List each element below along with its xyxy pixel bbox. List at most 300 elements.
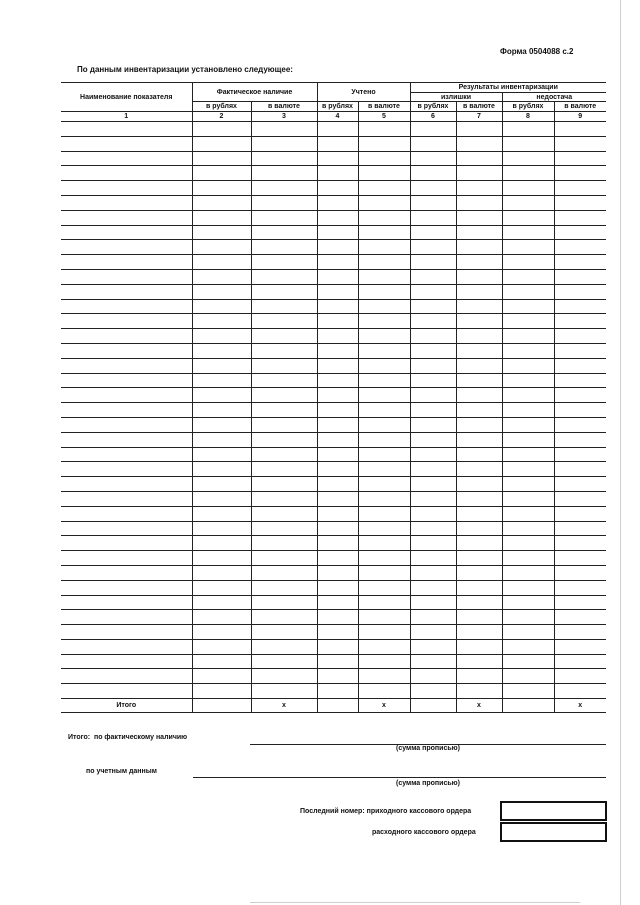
table-cell[interactable] <box>502 166 554 181</box>
table-cell[interactable] <box>61 462 192 477</box>
table-cell[interactable] <box>502 210 554 225</box>
table-cell[interactable] <box>61 329 192 344</box>
table-cell[interactable] <box>456 343 502 358</box>
table-cell[interactable] <box>358 166 410 181</box>
table-cell[interactable] <box>317 136 358 151</box>
table-cell[interactable] <box>456 536 502 551</box>
table-cell[interactable] <box>358 210 410 225</box>
table-cell[interactable] <box>502 521 554 536</box>
table-cell[interactable] <box>456 654 502 669</box>
table-cell[interactable] <box>554 225 606 240</box>
table-cell[interactable] <box>192 388 251 403</box>
table-cell[interactable] <box>456 373 502 388</box>
table-cell[interactable] <box>251 610 317 625</box>
income-order-number-box[interactable] <box>500 801 607 821</box>
table-cell[interactable] <box>456 521 502 536</box>
table-cell[interactable] <box>317 181 358 196</box>
table-cell[interactable] <box>358 595 410 610</box>
table-cell[interactable] <box>502 684 554 699</box>
table-cell[interactable] <box>251 210 317 225</box>
table-cell[interactable] <box>554 639 606 654</box>
table-cell[interactable] <box>251 580 317 595</box>
table-cell[interactable] <box>554 447 606 462</box>
table-cell[interactable] <box>410 521 456 536</box>
table-cell[interactable] <box>358 639 410 654</box>
table-cell[interactable] <box>410 255 456 270</box>
table-cell[interactable] <box>317 536 358 551</box>
table-cell[interactable] <box>192 343 251 358</box>
table-cell[interactable] <box>192 506 251 521</box>
table-cell[interactable] <box>358 684 410 699</box>
table-cell[interactable] <box>251 240 317 255</box>
table-cell[interactable] <box>251 654 317 669</box>
total-cell[interactable]: x <box>456 699 502 713</box>
table-cell[interactable] <box>61 210 192 225</box>
table-cell[interactable] <box>456 610 502 625</box>
total-cell[interactable] <box>410 699 456 713</box>
table-cell[interactable] <box>358 521 410 536</box>
table-cell[interactable] <box>456 595 502 610</box>
table-cell[interactable] <box>61 565 192 580</box>
table-cell[interactable] <box>502 284 554 299</box>
table-cell[interactable] <box>61 314 192 329</box>
table-cell[interactable] <box>358 358 410 373</box>
table-cell[interactable] <box>502 358 554 373</box>
total-cell[interactable]: x <box>358 699 410 713</box>
table-cell[interactable] <box>61 639 192 654</box>
total-cell[interactable] <box>317 699 358 713</box>
table-cell[interactable] <box>410 506 456 521</box>
table-cell[interactable] <box>410 639 456 654</box>
table-cell[interactable] <box>358 122 410 137</box>
table-cell[interactable] <box>317 166 358 181</box>
table-cell[interactable] <box>317 343 358 358</box>
table-cell[interactable] <box>502 343 554 358</box>
table-cell[interactable] <box>192 269 251 284</box>
table-cell[interactable] <box>317 151 358 166</box>
table-cell[interactable] <box>192 417 251 432</box>
table-cell[interactable] <box>61 388 192 403</box>
table-cell[interactable] <box>192 491 251 506</box>
table-cell[interactable] <box>554 625 606 640</box>
table-cell[interactable] <box>192 225 251 240</box>
table-cell[interactable] <box>192 181 251 196</box>
table-cell[interactable] <box>502 417 554 432</box>
table-cell[interactable] <box>317 122 358 137</box>
table-cell[interactable] <box>61 299 192 314</box>
table-cell[interactable] <box>192 654 251 669</box>
table-cell[interactable] <box>358 625 410 640</box>
table-cell[interactable] <box>61 625 192 640</box>
table-cell[interactable] <box>317 195 358 210</box>
table-cell[interactable] <box>61 284 192 299</box>
table-cell[interactable] <box>251 595 317 610</box>
table-cell[interactable] <box>317 447 358 462</box>
table-cell[interactable] <box>317 388 358 403</box>
table-cell[interactable] <box>554 210 606 225</box>
table-cell[interactable] <box>554 122 606 137</box>
table-cell[interactable] <box>192 373 251 388</box>
table-cell[interactable] <box>456 329 502 344</box>
table-cell[interactable] <box>251 625 317 640</box>
table-cell[interactable] <box>358 654 410 669</box>
table-cell[interactable] <box>192 477 251 492</box>
table-cell[interactable] <box>502 565 554 580</box>
table-cell[interactable] <box>358 580 410 595</box>
table-cell[interactable] <box>456 417 502 432</box>
table-cell[interactable] <box>251 314 317 329</box>
table-cell[interactable] <box>358 403 410 418</box>
table-cell[interactable] <box>554 166 606 181</box>
table-cell[interactable] <box>502 225 554 240</box>
table-cell[interactable] <box>410 240 456 255</box>
table-cell[interactable] <box>192 580 251 595</box>
table-cell[interactable] <box>61 136 192 151</box>
table-cell[interactable] <box>456 122 502 137</box>
table-cell[interactable] <box>502 314 554 329</box>
table-cell[interactable] <box>317 269 358 284</box>
table-cell[interactable] <box>358 477 410 492</box>
table-cell[interactable] <box>61 536 192 551</box>
table-cell[interactable] <box>358 551 410 566</box>
table-cell[interactable] <box>251 181 317 196</box>
table-cell[interactable] <box>554 284 606 299</box>
table-cell[interactable] <box>410 595 456 610</box>
table-cell[interactable] <box>410 358 456 373</box>
table-cell[interactable] <box>61 580 192 595</box>
table-cell[interactable] <box>554 329 606 344</box>
table-cell[interactable] <box>502 136 554 151</box>
table-cell[interactable] <box>358 506 410 521</box>
table-cell[interactable] <box>456 166 502 181</box>
table-cell[interactable] <box>61 477 192 492</box>
table-cell[interactable] <box>410 610 456 625</box>
table-cell[interactable] <box>358 373 410 388</box>
table-cell[interactable] <box>251 477 317 492</box>
table-cell[interactable] <box>456 136 502 151</box>
table-cell[interactable] <box>317 432 358 447</box>
table-cell[interactable] <box>61 417 192 432</box>
table-cell[interactable] <box>502 240 554 255</box>
table-cell[interactable] <box>554 417 606 432</box>
table-cell[interactable] <box>554 669 606 684</box>
table-cell[interactable] <box>456 462 502 477</box>
table-cell[interactable] <box>61 551 192 566</box>
table-cell[interactable] <box>456 580 502 595</box>
table-cell[interactable] <box>358 536 410 551</box>
table-cell[interactable] <box>554 136 606 151</box>
table-cell[interactable] <box>456 388 502 403</box>
table-cell[interactable] <box>358 432 410 447</box>
table-cell[interactable] <box>502 610 554 625</box>
table-cell[interactable] <box>456 432 502 447</box>
table-cell[interactable] <box>192 521 251 536</box>
table-cell[interactable] <box>410 625 456 640</box>
table-cell[interactable] <box>192 565 251 580</box>
table-cell[interactable] <box>317 506 358 521</box>
table-cell[interactable] <box>192 240 251 255</box>
table-cell[interactable] <box>358 255 410 270</box>
table-cell[interactable] <box>358 195 410 210</box>
table-cell[interactable] <box>317 595 358 610</box>
table-cell[interactable] <box>61 166 192 181</box>
table-cell[interactable] <box>251 122 317 137</box>
table-cell[interactable] <box>192 122 251 137</box>
table-cell[interactable] <box>61 521 192 536</box>
table-cell[interactable] <box>192 195 251 210</box>
table-cell[interactable] <box>410 684 456 699</box>
table-cell[interactable] <box>502 462 554 477</box>
table-cell[interactable] <box>192 462 251 477</box>
table-cell[interactable] <box>251 639 317 654</box>
table-cell[interactable] <box>554 684 606 699</box>
table-cell[interactable] <box>358 491 410 506</box>
table-cell[interactable] <box>192 284 251 299</box>
table-cell[interactable] <box>358 136 410 151</box>
table-cell[interactable] <box>61 195 192 210</box>
table-cell[interactable] <box>502 625 554 640</box>
table-cell[interactable] <box>554 521 606 536</box>
table-cell[interactable] <box>456 669 502 684</box>
table-cell[interactable] <box>456 639 502 654</box>
table-cell[interactable] <box>358 299 410 314</box>
table-cell[interactable] <box>192 403 251 418</box>
table-cell[interactable] <box>502 299 554 314</box>
table-cell[interactable] <box>554 580 606 595</box>
expense-order-number-box[interactable] <box>500 822 607 842</box>
table-cell[interactable] <box>317 417 358 432</box>
table-cell[interactable] <box>554 314 606 329</box>
table-cell[interactable] <box>317 314 358 329</box>
table-cell[interactable] <box>61 225 192 240</box>
table-cell[interactable] <box>410 491 456 506</box>
table-cell[interactable] <box>502 269 554 284</box>
table-cell[interactable] <box>554 240 606 255</box>
table-cell[interactable] <box>317 669 358 684</box>
table-cell[interactable] <box>251 684 317 699</box>
table-cell[interactable] <box>251 166 317 181</box>
table-cell[interactable] <box>410 565 456 580</box>
table-cell[interactable] <box>554 255 606 270</box>
total-cell[interactable]: x <box>251 699 317 713</box>
table-cell[interactable] <box>502 491 554 506</box>
table-cell[interactable] <box>358 388 410 403</box>
table-cell[interactable] <box>410 269 456 284</box>
table-cell[interactable] <box>317 462 358 477</box>
table-cell[interactable] <box>456 358 502 373</box>
table-cell[interactable] <box>410 299 456 314</box>
table-cell[interactable] <box>410 122 456 137</box>
table-cell[interactable] <box>502 329 554 344</box>
table-cell[interactable] <box>192 625 251 640</box>
table-cell[interactable] <box>61 432 192 447</box>
table-cell[interactable] <box>410 195 456 210</box>
table-cell[interactable] <box>192 358 251 373</box>
table-cell[interactable] <box>554 432 606 447</box>
table-cell[interactable] <box>251 343 317 358</box>
table-cell[interactable] <box>410 462 456 477</box>
table-cell[interactable] <box>251 432 317 447</box>
table-cell[interactable] <box>502 580 554 595</box>
table-cell[interactable] <box>554 195 606 210</box>
table-cell[interactable] <box>358 284 410 299</box>
table-cell[interactable] <box>61 447 192 462</box>
table-cell[interactable] <box>410 417 456 432</box>
table-cell[interactable] <box>456 225 502 240</box>
table-cell[interactable] <box>554 551 606 566</box>
table-cell[interactable] <box>554 403 606 418</box>
table-cell[interactable] <box>251 225 317 240</box>
table-cell[interactable] <box>456 506 502 521</box>
table-cell[interactable] <box>251 536 317 551</box>
table-cell[interactable] <box>192 639 251 654</box>
table-cell[interactable] <box>61 610 192 625</box>
table-cell[interactable] <box>554 343 606 358</box>
table-cell[interactable] <box>456 551 502 566</box>
table-cell[interactable] <box>410 166 456 181</box>
table-cell[interactable] <box>554 373 606 388</box>
table-cell[interactable] <box>251 462 317 477</box>
table-cell[interactable] <box>456 625 502 640</box>
table-cell[interactable] <box>61 491 192 506</box>
table-cell[interactable] <box>358 314 410 329</box>
table-cell[interactable] <box>502 151 554 166</box>
table-cell[interactable] <box>456 284 502 299</box>
table-cell[interactable] <box>251 255 317 270</box>
table-cell[interactable] <box>61 669 192 684</box>
table-cell[interactable] <box>251 506 317 521</box>
table-cell[interactable] <box>554 595 606 610</box>
table-cell[interactable] <box>317 551 358 566</box>
table-cell[interactable] <box>251 521 317 536</box>
table-cell[interactable] <box>554 299 606 314</box>
table-cell[interactable] <box>502 122 554 137</box>
table-cell[interactable] <box>317 329 358 344</box>
table-cell[interactable] <box>61 343 192 358</box>
table-cell[interactable] <box>502 255 554 270</box>
table-cell[interactable] <box>554 462 606 477</box>
table-cell[interactable] <box>317 255 358 270</box>
table-cell[interactable] <box>502 447 554 462</box>
table-cell[interactable] <box>502 669 554 684</box>
table-cell[interactable] <box>554 565 606 580</box>
table-cell[interactable] <box>456 447 502 462</box>
table-cell[interactable] <box>61 506 192 521</box>
table-cell[interactable] <box>251 136 317 151</box>
table-cell[interactable] <box>410 403 456 418</box>
table-cell[interactable] <box>502 388 554 403</box>
table-cell[interactable] <box>317 373 358 388</box>
table-cell[interactable] <box>410 447 456 462</box>
table-cell[interactable] <box>192 447 251 462</box>
table-cell[interactable] <box>317 654 358 669</box>
table-cell[interactable] <box>192 595 251 610</box>
table-cell[interactable] <box>358 610 410 625</box>
table-cell[interactable] <box>358 240 410 255</box>
table-cell[interactable] <box>317 580 358 595</box>
total-cell[interactable] <box>502 699 554 713</box>
table-cell[interactable] <box>502 595 554 610</box>
table-cell[interactable] <box>502 477 554 492</box>
table-cell[interactable] <box>554 477 606 492</box>
table-cell[interactable] <box>358 462 410 477</box>
table-cell[interactable] <box>251 669 317 684</box>
table-cell[interactable] <box>61 684 192 699</box>
table-cell[interactable] <box>317 684 358 699</box>
table-cell[interactable] <box>317 521 358 536</box>
table-cell[interactable] <box>192 255 251 270</box>
table-cell[interactable] <box>317 625 358 640</box>
table-cell[interactable] <box>410 551 456 566</box>
table-cell[interactable] <box>358 225 410 240</box>
table-cell[interactable] <box>456 565 502 580</box>
table-cell[interactable] <box>192 610 251 625</box>
table-cell[interactable] <box>456 240 502 255</box>
table-cell[interactable] <box>410 329 456 344</box>
table-cell[interactable] <box>410 580 456 595</box>
table-cell[interactable] <box>410 654 456 669</box>
table-cell[interactable] <box>251 551 317 566</box>
table-cell[interactable] <box>410 343 456 358</box>
table-cell[interactable] <box>502 536 554 551</box>
table-cell[interactable] <box>192 151 251 166</box>
table-cell[interactable] <box>358 181 410 196</box>
table-cell[interactable] <box>410 536 456 551</box>
table-cell[interactable] <box>61 269 192 284</box>
table-cell[interactable] <box>358 269 410 284</box>
table-cell[interactable] <box>317 358 358 373</box>
table-cell[interactable] <box>251 195 317 210</box>
table-cell[interactable] <box>251 329 317 344</box>
total-cell[interactable]: x <box>554 699 606 713</box>
table-cell[interactable] <box>192 329 251 344</box>
table-cell[interactable] <box>456 684 502 699</box>
table-cell[interactable] <box>456 477 502 492</box>
table-cell[interactable] <box>502 551 554 566</box>
table-cell[interactable] <box>61 403 192 418</box>
table-cell[interactable] <box>554 536 606 551</box>
table-cell[interactable] <box>61 151 192 166</box>
table-cell[interactable] <box>456 299 502 314</box>
recorded-sum-line[interactable] <box>193 777 606 778</box>
table-cell[interactable] <box>192 314 251 329</box>
table-cell[interactable] <box>251 151 317 166</box>
table-cell[interactable] <box>456 151 502 166</box>
table-cell[interactable] <box>317 491 358 506</box>
table-cell[interactable] <box>456 403 502 418</box>
table-cell[interactable] <box>192 166 251 181</box>
table-cell[interactable] <box>61 181 192 196</box>
table-cell[interactable] <box>317 477 358 492</box>
table-cell[interactable] <box>192 684 251 699</box>
table-cell[interactable] <box>358 343 410 358</box>
table-cell[interactable] <box>358 417 410 432</box>
table-cell[interactable] <box>410 151 456 166</box>
table-cell[interactable] <box>410 136 456 151</box>
table-cell[interactable] <box>410 669 456 684</box>
table-cell[interactable] <box>192 669 251 684</box>
table-cell[interactable] <box>456 491 502 506</box>
table-cell[interactable] <box>554 491 606 506</box>
table-cell[interactable] <box>554 269 606 284</box>
table-cell[interactable] <box>192 136 251 151</box>
table-cell[interactable] <box>317 403 358 418</box>
table-cell[interactable] <box>317 225 358 240</box>
table-cell[interactable] <box>251 284 317 299</box>
table-cell[interactable] <box>410 314 456 329</box>
table-cell[interactable] <box>410 284 456 299</box>
table-cell[interactable] <box>456 255 502 270</box>
